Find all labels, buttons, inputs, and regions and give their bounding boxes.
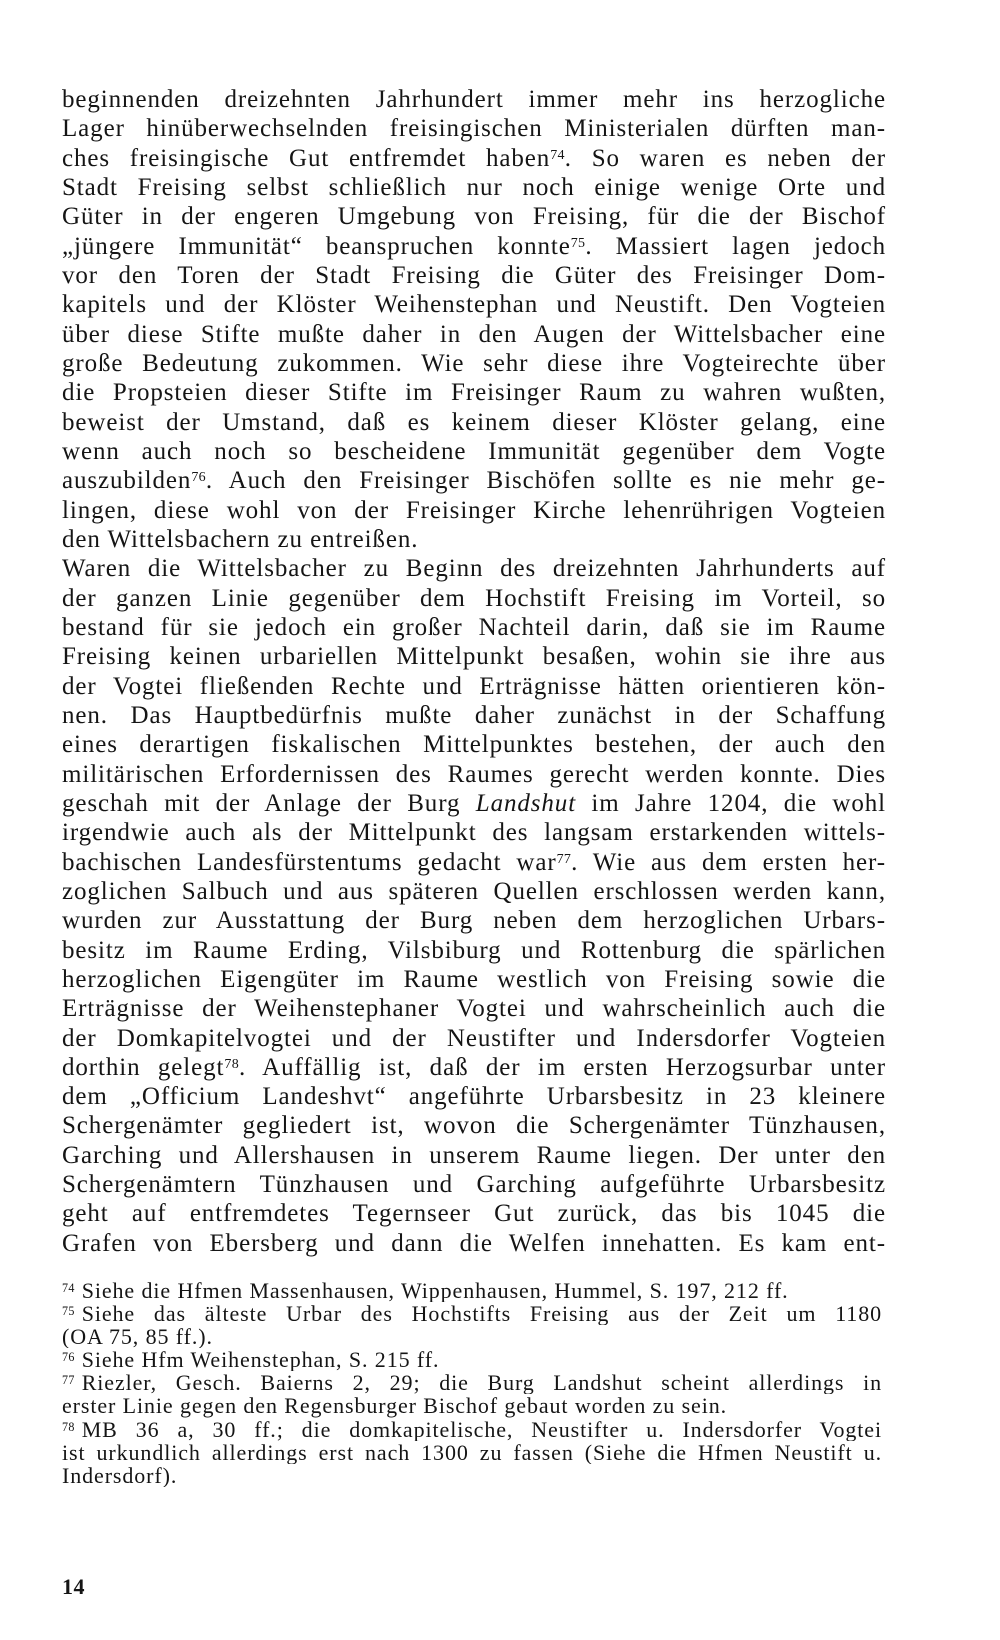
footnote-77: [62, 1371, 882, 1417]
text-run: herzoglichen Eigengüter im Raume westlich von Freising sowie die: [62, 965, 886, 993]
body-line: [62, 290, 886, 319]
body-line: [62, 613, 886, 642]
body-line: [62, 1111, 886, 1140]
text-run: ches freisingische Gut entfremdet haben: [62, 144, 551, 172]
body-line: [62, 1199, 886, 1228]
footnote-ref-74: 74: [550, 147, 565, 163]
text-run: wenn auch noch so bescheidene Immunität gegenüber dem Vogte: [62, 437, 886, 465]
footnote-text: Siehe das älteste Urbar des Hochstifts Freising aus der Zeit um 1180: [81, 1302, 882, 1326]
text-run: der Domkapitelvogtei und der Neustifter und Indersdorfer Vogteien: [62, 1024, 886, 1052]
text-run: wurden zur Ausstattung der Burg neben dem herzoglichen Urbars-: [62, 907, 886, 935]
body-line: [62, 760, 886, 789]
text-run: vor den Toren der Stadt Freising die Güter des Freisinger Dom-: [62, 261, 886, 289]
body-line: [62, 642, 886, 671]
body-line: [62, 730, 886, 759]
body-line: [62, 378, 886, 407]
paragraph: [62, 554, 886, 1258]
text-run: dem „Officium Landeshvt“ angeführte Urbarsbesitz in 23 kleinere: [62, 1083, 886, 1111]
body-line: [62, 965, 886, 994]
text-run: Schergenämtern Tünzhausen und Garching aufgeführte Urbarsbesitz: [62, 1171, 886, 1199]
italic-term: Landshut: [475, 789, 577, 817]
body-line: [62, 789, 886, 818]
body-line: [62, 408, 886, 437]
text-run: große Bedeutung zukommen. Wie sehr diese ihre Vogteirechte über: [62, 349, 886, 377]
footnote-ref-75: 75: [570, 235, 586, 251]
footnote-75: [62, 1302, 882, 1348]
text-run: Schergenämter gegliedert ist, wovon die Schergenämter Tünzhausen,: [62, 1112, 886, 1140]
footnote-text: Siehe die Hfmen Massenhausen, Wippenhausen, Hummel, S. 197, 212 ff.: [81, 1279, 789, 1303]
footnote-line: [62, 1394, 882, 1417]
text-run: Grafen von Ebersberg und dann die Welfen innehatten. Es kam ent-: [62, 1229, 886, 1257]
body-line: [62, 173, 886, 202]
body-line: [62, 1082, 886, 1111]
footnote-number: 74: [62, 1280, 75, 1295]
body-line: [62, 202, 886, 231]
footnote-number: 75: [62, 1304, 75, 1319]
body-line: [62, 994, 886, 1023]
text-run: dorthin gelegt: [62, 1053, 225, 1081]
text-run: . So waren es neben der: [564, 144, 886, 172]
text-run: geht auf entfremdetes Tegernseer Gut zurück, das bis 1045 die: [62, 1200, 886, 1228]
text-run: die Propsteien dieser Stifte im Freisinger Raum zu wahren wußten,: [62, 379, 886, 407]
text-run: der Vogtei fließenden Rechte und Erträgnisse hätten orientieren kön-: [62, 672, 886, 700]
text-run: Erträgnisse der Weihenstephaner Vogtei und wahrscheinlich auch die: [62, 995, 886, 1023]
footnote-ref-76: 76: [191, 470, 206, 486]
footnote-line: [62, 1279, 882, 1302]
footnote-text: Siehe Hfm Weihenstephan, S. 215 ff.: [81, 1348, 440, 1372]
paragraph: [62, 85, 886, 554]
footnote-line: [62, 1464, 882, 1487]
body-line: [62, 672, 886, 701]
footnote-line: [62, 1325, 882, 1348]
footnote-ref-78: 78: [224, 1056, 239, 1072]
body-line: [62, 818, 886, 847]
page-number: 14: [62, 1574, 85, 1599]
text-run: zoglichen Salbuch und aus späteren Quellen erschlossen werden kann,: [62, 877, 886, 905]
body-line: [62, 525, 886, 554]
text-run: Lager hinüberwechselnden freisingischen Ministerialen dürften man-: [62, 115, 886, 143]
footnote-ref-77: 77: [556, 851, 572, 867]
text-run: . Auffällig ist, daß der im ersten Herzogsurbar unter: [239, 1053, 886, 1081]
footnote-text: (OA 75, 85 ff.).: [62, 1325, 213, 1349]
text-run: eines derartigen fiskalischen Mittelpunktes bestehen, der auch den: [62, 731, 886, 759]
footnotes: [62, 1279, 882, 1487]
text-run: im Jahre 1204, die wohl: [576, 789, 886, 817]
text-run: Stadt Freising selbst schließlich nur noch einige wenige Orte und: [62, 173, 886, 201]
text-run: . Auch den Freisinger Bischöfen sollte es nie mehr ge-: [205, 467, 886, 495]
footnote-text: Indersdorf).: [62, 1463, 178, 1487]
footnote-text: Riezler, Gesch. Baierns 2, 29; die Burg Landshut scheint allerdings in: [81, 1371, 882, 1395]
footnote-78: [62, 1418, 882, 1487]
text-run: den Wittelsbachern zu entreißen.: [62, 525, 419, 553]
text-run: Güter in der engeren Umgebung von Freising, für die der Bischof: [62, 203, 886, 231]
body-line: [62, 906, 886, 935]
footnote-line: [62, 1371, 882, 1394]
body-line: [62, 85, 886, 114]
body-line: [62, 877, 886, 906]
body-line: [62, 144, 886, 173]
text-run: Freising keinen urbariellen Mittelpunkt besaßen, wohin sie ihre aus: [62, 643, 886, 671]
footnote-line: [62, 1302, 882, 1325]
body-line: [62, 261, 886, 290]
body-text: [62, 85, 886, 1258]
text-run: besitz im Raume Erding, Vilsbiburg und Rottenburg die spärlichen: [62, 936, 886, 964]
body-line: [62, 1141, 886, 1170]
text-run: kapitels und der Klöster Weihenstephan und Neustift. Den Vogteien: [62, 291, 886, 319]
body-line: [62, 701, 886, 730]
footnote-74: [62, 1279, 882, 1302]
footnote-number: 76: [62, 1350, 75, 1365]
text-run: bestand für sie jedoch ein großer Nachteil darin, daß sie im Raume: [62, 613, 886, 641]
body-line: [62, 232, 886, 261]
footnote-line: [62, 1441, 882, 1464]
text-run: . Wie aus dem ersten her-: [571, 848, 886, 876]
body-line: [62, 466, 886, 495]
text-run: Waren die Wittelsbacher zu Beginn des dreizehnten Jahrhunderts auf: [62, 555, 886, 583]
footnote-text: erster Linie gegen den Regensburger Bischof gebaut worden zu sein.: [62, 1394, 728, 1418]
text-run: . Massiert lagen jedoch: [585, 232, 886, 260]
text-run: militärischen Erfordernissen des Raumes gerecht werden konnte. Dies: [62, 760, 886, 788]
text-run: auszubilden: [62, 467, 192, 495]
footnote-number: 78: [62, 1419, 75, 1434]
text-run: Garching und Allershausen in unserem Raume liegen. Der unter den: [62, 1141, 886, 1169]
text-run: lingen, diese wohl von der Freisinger Kirche lehenrührigen Vogteien: [62, 496, 886, 524]
footnote-76: [62, 1348, 882, 1371]
body-line: [62, 1229, 886, 1258]
body-line: [62, 496, 886, 525]
footnote-line: [62, 1418, 882, 1441]
text-run: irgendwie auch als der Mittelpunkt des langsam erstarkenden wittels-: [62, 819, 886, 847]
body-line: [62, 349, 886, 378]
text-run: beginnenden dreizehnten Jahrhundert immer mehr ins herzogliche: [62, 86, 886, 113]
text-run: nen. Das Hauptbedürfnis mußte daher zunächst in der Schaffung: [62, 701, 886, 729]
footnote-text: MB 36 a, 30 ff.; die domkapitelische, Neustifter u. Indersdorfer Vogtei: [81, 1417, 882, 1441]
footnote-number: 77: [62, 1373, 75, 1388]
body-line: [62, 554, 886, 583]
body-line: [62, 1053, 886, 1082]
text-run: über diese Stifte mußte daher in den Augen der Wittelsbacher eine: [62, 320, 886, 348]
body-line: [62, 848, 886, 877]
body-line: [62, 114, 886, 143]
body-line: [62, 584, 886, 613]
body-line: [62, 1024, 886, 1053]
text-run: geschah mit der Anlage der Burg: [62, 789, 476, 817]
body-line: [62, 320, 886, 349]
text-run: bachischen Landesfürstentums gedacht war: [62, 848, 557, 876]
text-run: „jüngere Immunität“ beanspruchen konnte: [62, 232, 571, 260]
body-line: [62, 437, 886, 466]
footnote-text: ist urkundlich allerdings erst nach 1300 zu fassen (Siehe die Hfmen Neustift u.: [62, 1440, 882, 1464]
body-line: [62, 1170, 886, 1199]
body-line: [62, 936, 886, 965]
text-run: beweist der Umstand, daß es keinem dieser Klöster gelang, eine: [62, 408, 886, 436]
footnote-line: [62, 1348, 882, 1371]
text-run: der ganzen Linie gegenüber dem Hochstift Freising im Vorteil, so: [62, 584, 886, 612]
